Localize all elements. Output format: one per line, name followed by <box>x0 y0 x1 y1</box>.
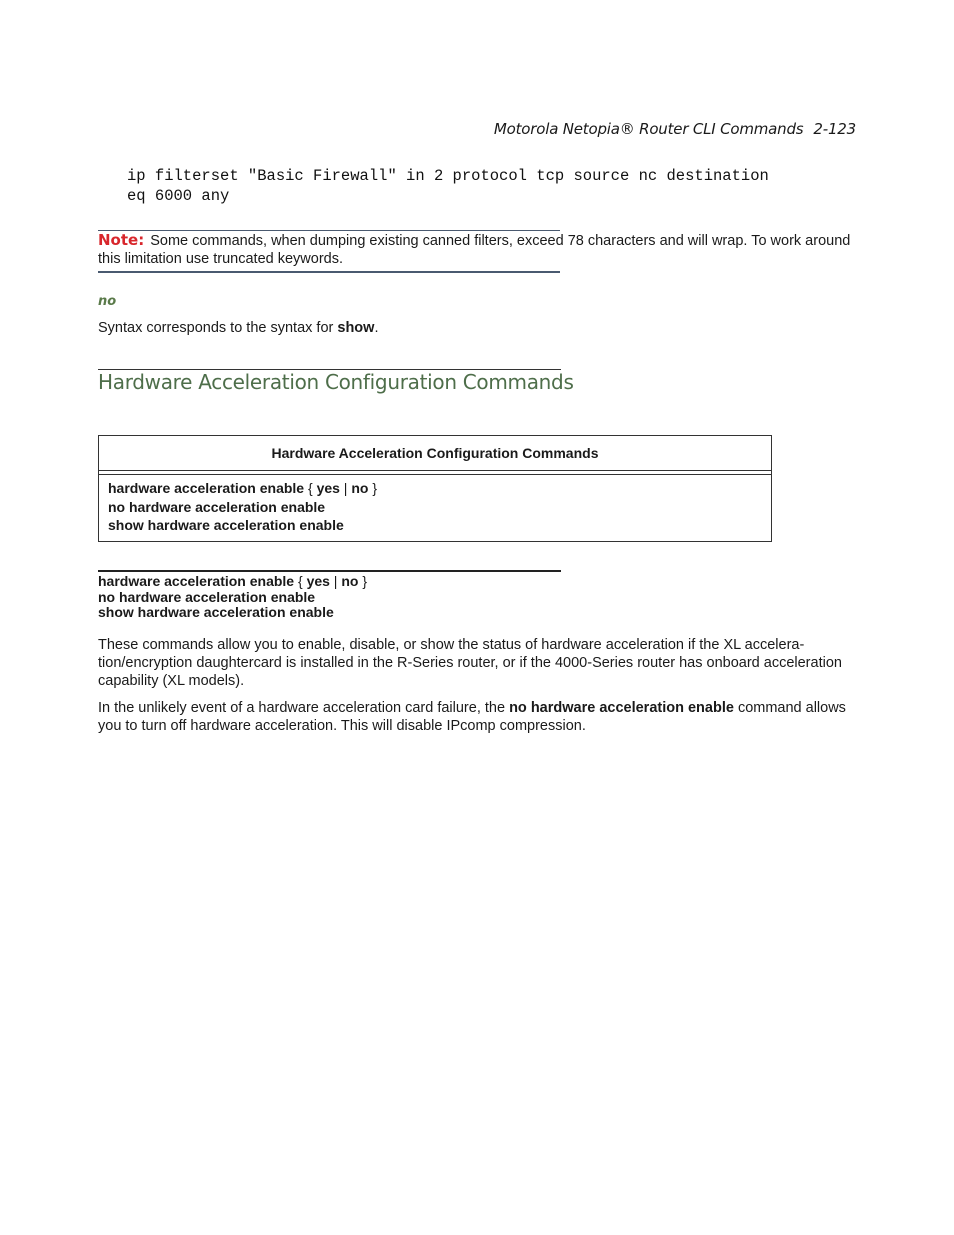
no-syntax-text <box>98 320 378 336</box>
table-row: no hardware acceleration enable <box>108 498 326 515</box>
note-label: Note: <box>98 231 145 249</box>
option-yes: yes <box>316 480 340 496</box>
description-paragraph-1: These commands allow you to enable, disable, or show the status of hardware acceleration if the XL accelera-tion/encryption daughtercard is installed in the R-Series router, or if the 4000-Series router has onboard acceleration capability (XL models). <box>98 637 842 689</box>
note-block <box>98 231 858 268</box>
code-line: ip filterset "Basic Firewall" in 2 protocol tcp source nc destination <box>127 167 769 185</box>
paragraph-text: In the unlikely event of a hardware acceleration card failure, the <box>98 700 510 716</box>
brace-close: } <box>358 573 368 589</box>
table-row <box>108 479 762 498</box>
option-separator: | <box>329 573 342 589</box>
brace-close: } <box>368 480 378 496</box>
command-line: show hardware acceleration enable <box>98 604 334 620</box>
brace-open: { <box>304 480 317 496</box>
command-table <box>98 435 772 542</box>
table-body <box>99 474 771 539</box>
code-line: eq 6000 any <box>127 186 230 205</box>
command-rule <box>98 570 561 572</box>
code-example <box>127 167 769 206</box>
syntax-bold-show: show <box>337 320 375 336</box>
table-row: show hardware acceleration enable <box>108 517 344 533</box>
no-subheading: no <box>98 294 117 309</box>
page-number: 2-123 <box>813 120 856 138</box>
syntax-period: . <box>374 320 379 336</box>
paragraph-bold-command: no hardware acceleration enable <box>509 700 734 716</box>
command-line: no hardware acceleration enable <box>98 588 316 605</box>
option-no: no <box>341 573 359 589</box>
command-line <box>98 574 367 590</box>
option-separator: | <box>339 480 352 496</box>
table-header: Hardware Acceleration Configuration Commands <box>99 436 771 471</box>
description-paragraph-2 <box>98 699 858 735</box>
section-title: Hardware Acceleration Configuration Commands <box>98 370 574 394</box>
note-text: Some commands, when dumping existing canned filters, exceed 78 characters and will wrap. To work around this limitation use truncated keywords. <box>98 233 851 267</box>
running-header <box>494 120 856 138</box>
note-bottom-rule <box>98 271 560 273</box>
paragraph-text: command allows you to turn off hardware acceleration. This will disable IPcomp compression. <box>98 700 846 734</box>
option-no: no <box>351 480 369 496</box>
option-yes: yes <box>306 573 330 589</box>
command-text: hardware acceleration enable <box>98 573 295 589</box>
command-syntax-block <box>98 574 367 621</box>
header-title: Motorola Netopia® Router CLI Commands <box>493 120 804 138</box>
syntax-text: Syntax corresponds to the syntax for <box>98 320 338 336</box>
brace-open: { <box>294 573 307 589</box>
command-text: hardware acceleration enable <box>108 480 305 496</box>
